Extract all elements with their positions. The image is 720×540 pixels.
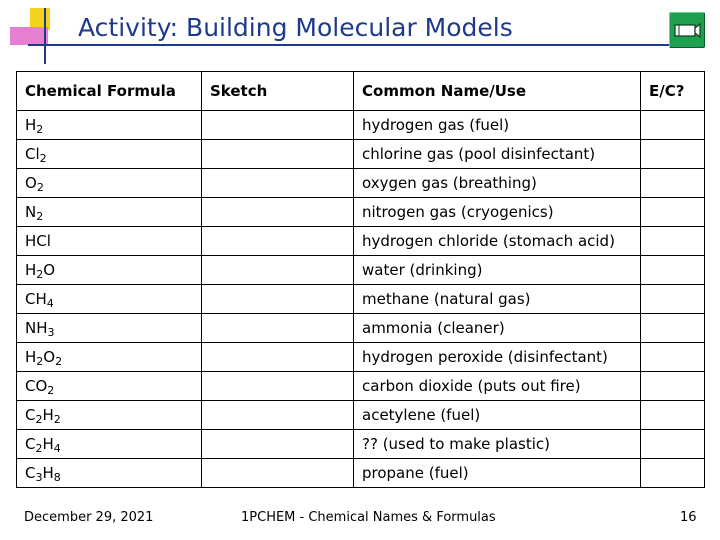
formula-text: C [25, 405, 36, 424]
common-name-cell: hydrogen gas (fuel) [354, 111, 641, 140]
formula-text: H [25, 260, 37, 279]
ec-cell [641, 314, 705, 343]
title-underline [28, 44, 698, 46]
formula-text: HCl [25, 231, 51, 250]
ec-cell [641, 198, 705, 227]
table-row [17, 459, 705, 488]
common-name-cell: ?? (used to make plastic) [354, 430, 641, 459]
formula-text: H [42, 434, 54, 453]
formula-text: NH [25, 318, 48, 337]
formula-subscript: 2 [36, 122, 44, 136]
sketch-cell [202, 430, 354, 459]
footer-date: December 29, 2021 [24, 510, 154, 525]
formula-subscript: 2 [47, 383, 55, 397]
header-ec: E/C? [641, 72, 705, 111]
header-chemical-formula: Chemical Formula [17, 72, 202, 111]
formula-cell [17, 169, 202, 198]
header-sketch: Sketch [202, 72, 354, 111]
ec-cell [641, 169, 705, 198]
formula-subscript: 2 [39, 151, 47, 165]
ec-cell [641, 401, 705, 430]
table-row [17, 256, 705, 285]
molecule-table [16, 71, 705, 488]
formula-subscript: 2 [53, 412, 61, 426]
table-row [17, 169, 705, 198]
formula-subscript: 8 [53, 470, 61, 484]
ec-cell [641, 343, 705, 372]
footer-page-number: 16 [680, 510, 697, 525]
formula-text: H [42, 463, 54, 482]
formula-subscript: 2 [55, 354, 63, 368]
common-name-cell: oxygen gas (breathing) [354, 169, 641, 198]
film-icon [673, 20, 701, 40]
common-name-cell: propane (fuel) [354, 459, 641, 488]
sketch-cell [202, 372, 354, 401]
formula-cell [17, 314, 202, 343]
table-row [17, 430, 705, 459]
ec-cell [641, 285, 705, 314]
formula-cell [17, 227, 202, 256]
formula-text: O [43, 347, 56, 366]
formula-text: N [25, 202, 37, 221]
formula-text: O [43, 260, 56, 279]
formula-cell [17, 401, 202, 430]
media-nav-button[interactable] [669, 12, 705, 48]
common-name-cell: hydrogen peroxide (disinfectant) [354, 343, 641, 372]
formula-subscript: 4 [46, 296, 54, 310]
sketch-cell [202, 140, 354, 169]
formula-subscript: 3 [47, 325, 55, 339]
formula-text: H [25, 115, 37, 134]
sketch-cell [202, 401, 354, 430]
ec-cell [641, 459, 705, 488]
common-name-cell: hydrogen chloride (stomach acid) [354, 227, 641, 256]
formula-cell [17, 459, 202, 488]
common-name-cell: chlorine gas (pool disinfectant) [354, 140, 641, 169]
sketch-cell [202, 314, 354, 343]
formula-cell [17, 140, 202, 169]
common-name-cell: ammonia (cleaner) [354, 314, 641, 343]
formula-text: C [25, 434, 36, 453]
common-name-cell: nitrogen gas (cryogenics) [354, 198, 641, 227]
formula-text: H [42, 405, 54, 424]
table-row [17, 372, 705, 401]
ec-cell [641, 372, 705, 401]
decor-pink-bar [10, 27, 48, 45]
formula-cell [17, 430, 202, 459]
formula-cell [17, 256, 202, 285]
formula-subscript: 2 [36, 354, 44, 368]
table-row [17, 401, 705, 430]
common-name-cell: water (drinking) [354, 256, 641, 285]
formula-text: C [25, 463, 36, 482]
formula-text: CH [25, 289, 47, 308]
formula-subscript: 2 [35, 441, 43, 455]
formula-text: CO [25, 376, 48, 395]
header-common-name: Common Name/Use [354, 72, 641, 111]
slide-title: Activity: Building Molecular Models [78, 13, 513, 42]
formula-cell [17, 198, 202, 227]
ec-cell [641, 140, 705, 169]
sketch-cell [202, 459, 354, 488]
sketch-cell [202, 198, 354, 227]
decor-vertical-rule [44, 8, 46, 64]
table-header-row [17, 72, 705, 111]
table-row [17, 140, 705, 169]
formula-cell [17, 343, 202, 372]
table-row [17, 285, 705, 314]
formula-text: H [25, 347, 37, 366]
common-name-cell: methane (natural gas) [354, 285, 641, 314]
sketch-cell [202, 227, 354, 256]
table-row [17, 111, 705, 140]
sketch-cell [202, 256, 354, 285]
table-row [17, 198, 705, 227]
ec-cell [641, 256, 705, 285]
ec-cell [641, 111, 705, 140]
formula-subscript: 2 [36, 180, 44, 194]
common-name-cell: acetylene (fuel) [354, 401, 641, 430]
table-row [17, 343, 705, 372]
formula-subscript: 2 [36, 209, 44, 223]
formula-text: O [25, 173, 37, 192]
sketch-cell [202, 285, 354, 314]
formula-cell [17, 111, 202, 140]
ec-cell [641, 430, 705, 459]
table-row [17, 227, 705, 256]
formula-text: Cl [25, 144, 40, 163]
table-row [17, 314, 705, 343]
formula-cell [17, 285, 202, 314]
formula-subscript: 4 [53, 441, 61, 455]
sketch-cell [202, 343, 354, 372]
sketch-cell [202, 169, 354, 198]
common-name-cell: carbon dioxide (puts out fire) [354, 372, 641, 401]
ec-cell [641, 227, 705, 256]
formula-subscript: 2 [35, 412, 43, 426]
sketch-cell [202, 111, 354, 140]
formula-subscript: 2 [36, 267, 44, 281]
formula-subscript: 3 [35, 470, 43, 484]
footer-course: 1PCHEM - Chemical Names & Formulas [241, 510, 496, 525]
formula-cell [17, 372, 202, 401]
